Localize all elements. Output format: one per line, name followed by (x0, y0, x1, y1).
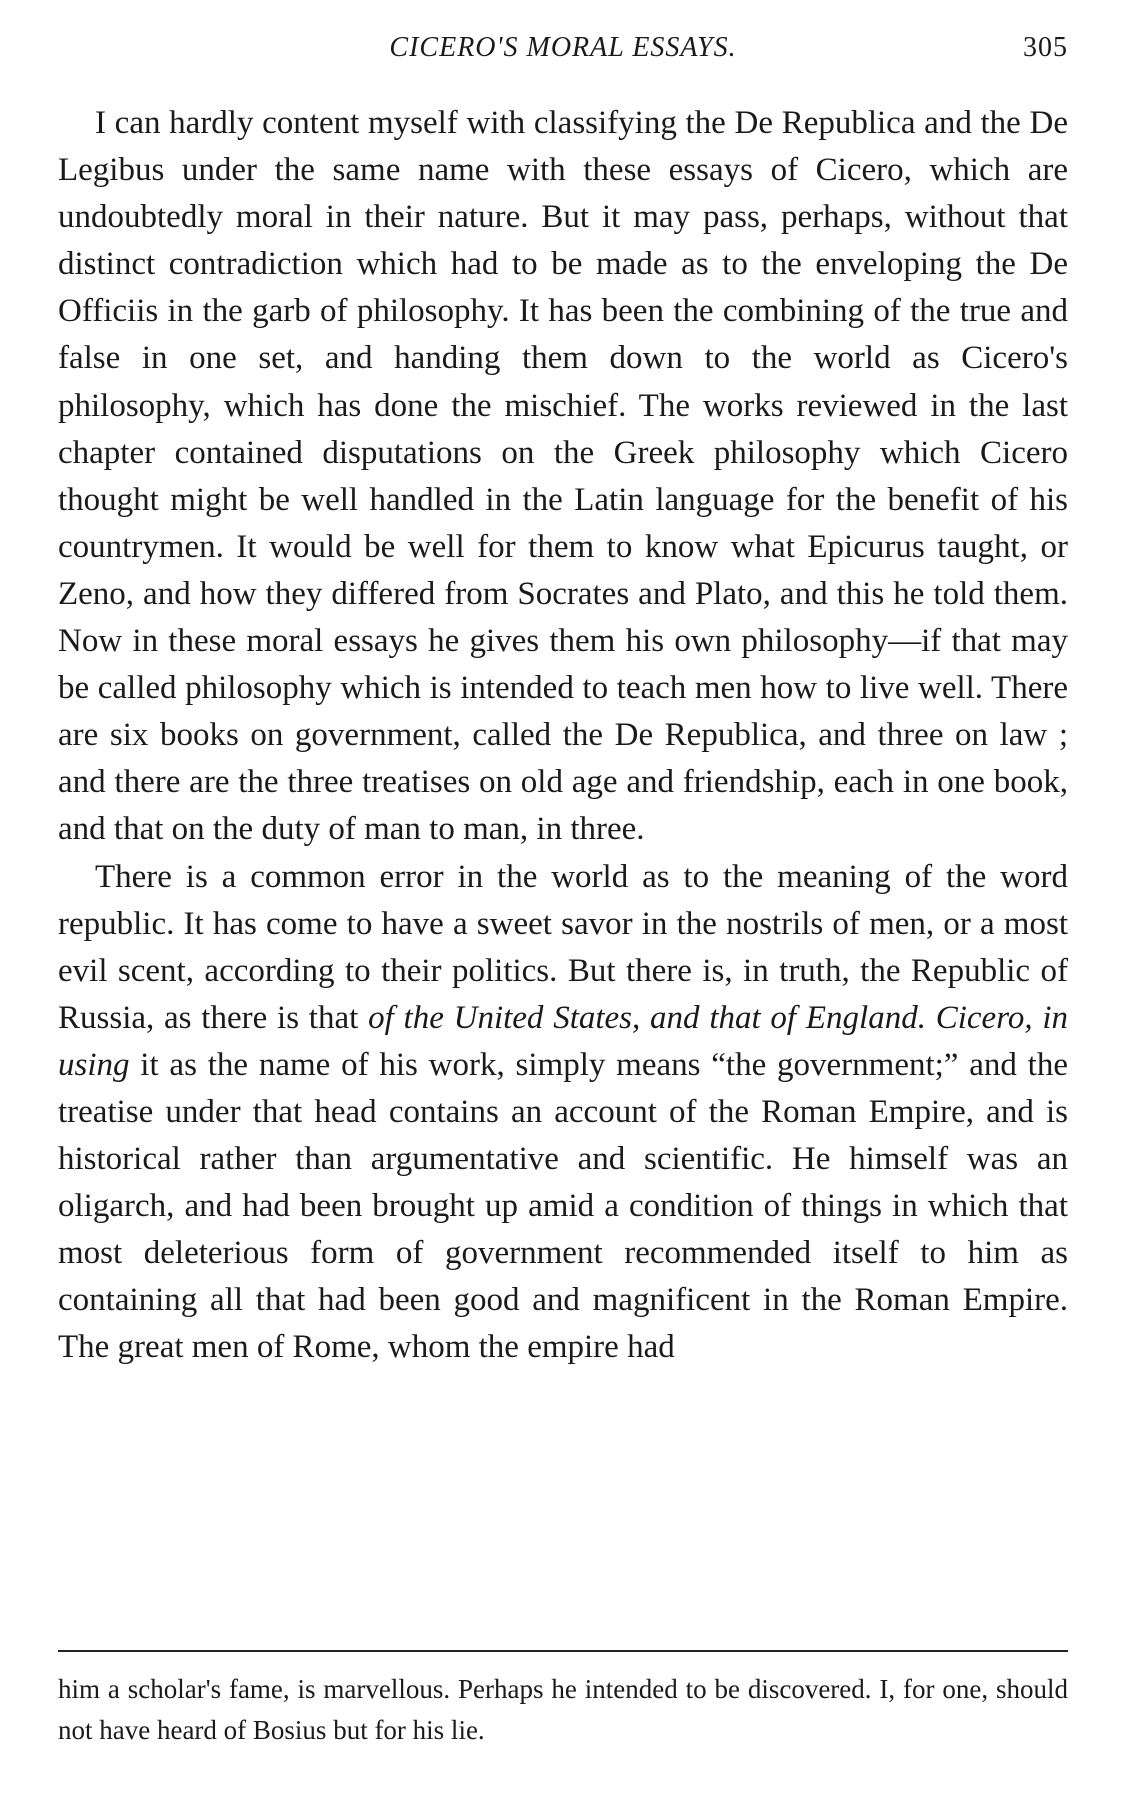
paragraph-2-text-a: There is a common error in the world as to the meaning of the word republic. It has come to have a sweet savor in the nostrils of men, or a most evil scent, according to their politics. But there is, in truth, the Republic of Russia, as there is that (58, 858, 1068, 1036)
running-title: CICERO'S MORAL ESSAYS. (389, 32, 737, 63)
page-number: 305 (1023, 32, 1068, 63)
running-header (58, 28, 1068, 68)
footnote-divider (58, 1650, 1068, 1652)
body-text (58, 100, 1068, 1372)
paragraph-2-text-b: it as the name of his work, simply means “the government;” and the treatise under that head contains an account of the Roman Empire, and is historical rather than argumentative and scientific. He himself was an oligarch, and had been brought up amid a condition of things in which that most deleterious form of government recommended itself to him as containing all that had been good and magnificent in the Roman Empire. The great men of Rome, whom the empire had (58, 1046, 1068, 1366)
paragraph-2-italic-text: of the United States, and that of England. Cicero, in using (58, 999, 1069, 1083)
paragraph-2 (58, 854, 1068, 1372)
footnote: him a scholar's fame, is marvellous. Perhaps he intended to be discovered. I, for one, should not have heard of Bosius but for his lie. (58, 1674, 1068, 1745)
paragraph-1: I can hardly content myself with classifying the De Republica and the De Legibus under the same name with these essays of Cicero, which are undoubtedly moral in their nature. But it may pass, perhaps, without that distinct contradiction which had to be made as to the enveloping the De Officiis in the garb of philosophy. It has been the combining of the true and false in one set, and handing them down to the world as Cicero's philosophy, which has done the mischief. The works reviewed in the last chapter contained disputations on the Greek philosophy which Cicero thought might be well handled in the Latin language for the benefit of his countrymen. It would be well for them to know what Epicurus taught, or Zeno, and how they differed from Socrates and Plato, and this he told them. Now in these moral essays he gives them his own philosophy—if that may be called philosophy which is intended to teach men how to live well. There are six books on government, called the De Republica, and three on law ; and there are the three treatises on old age and friendship, each in one book, and that on the duty of man to man, in three. (58, 105, 1068, 848)
